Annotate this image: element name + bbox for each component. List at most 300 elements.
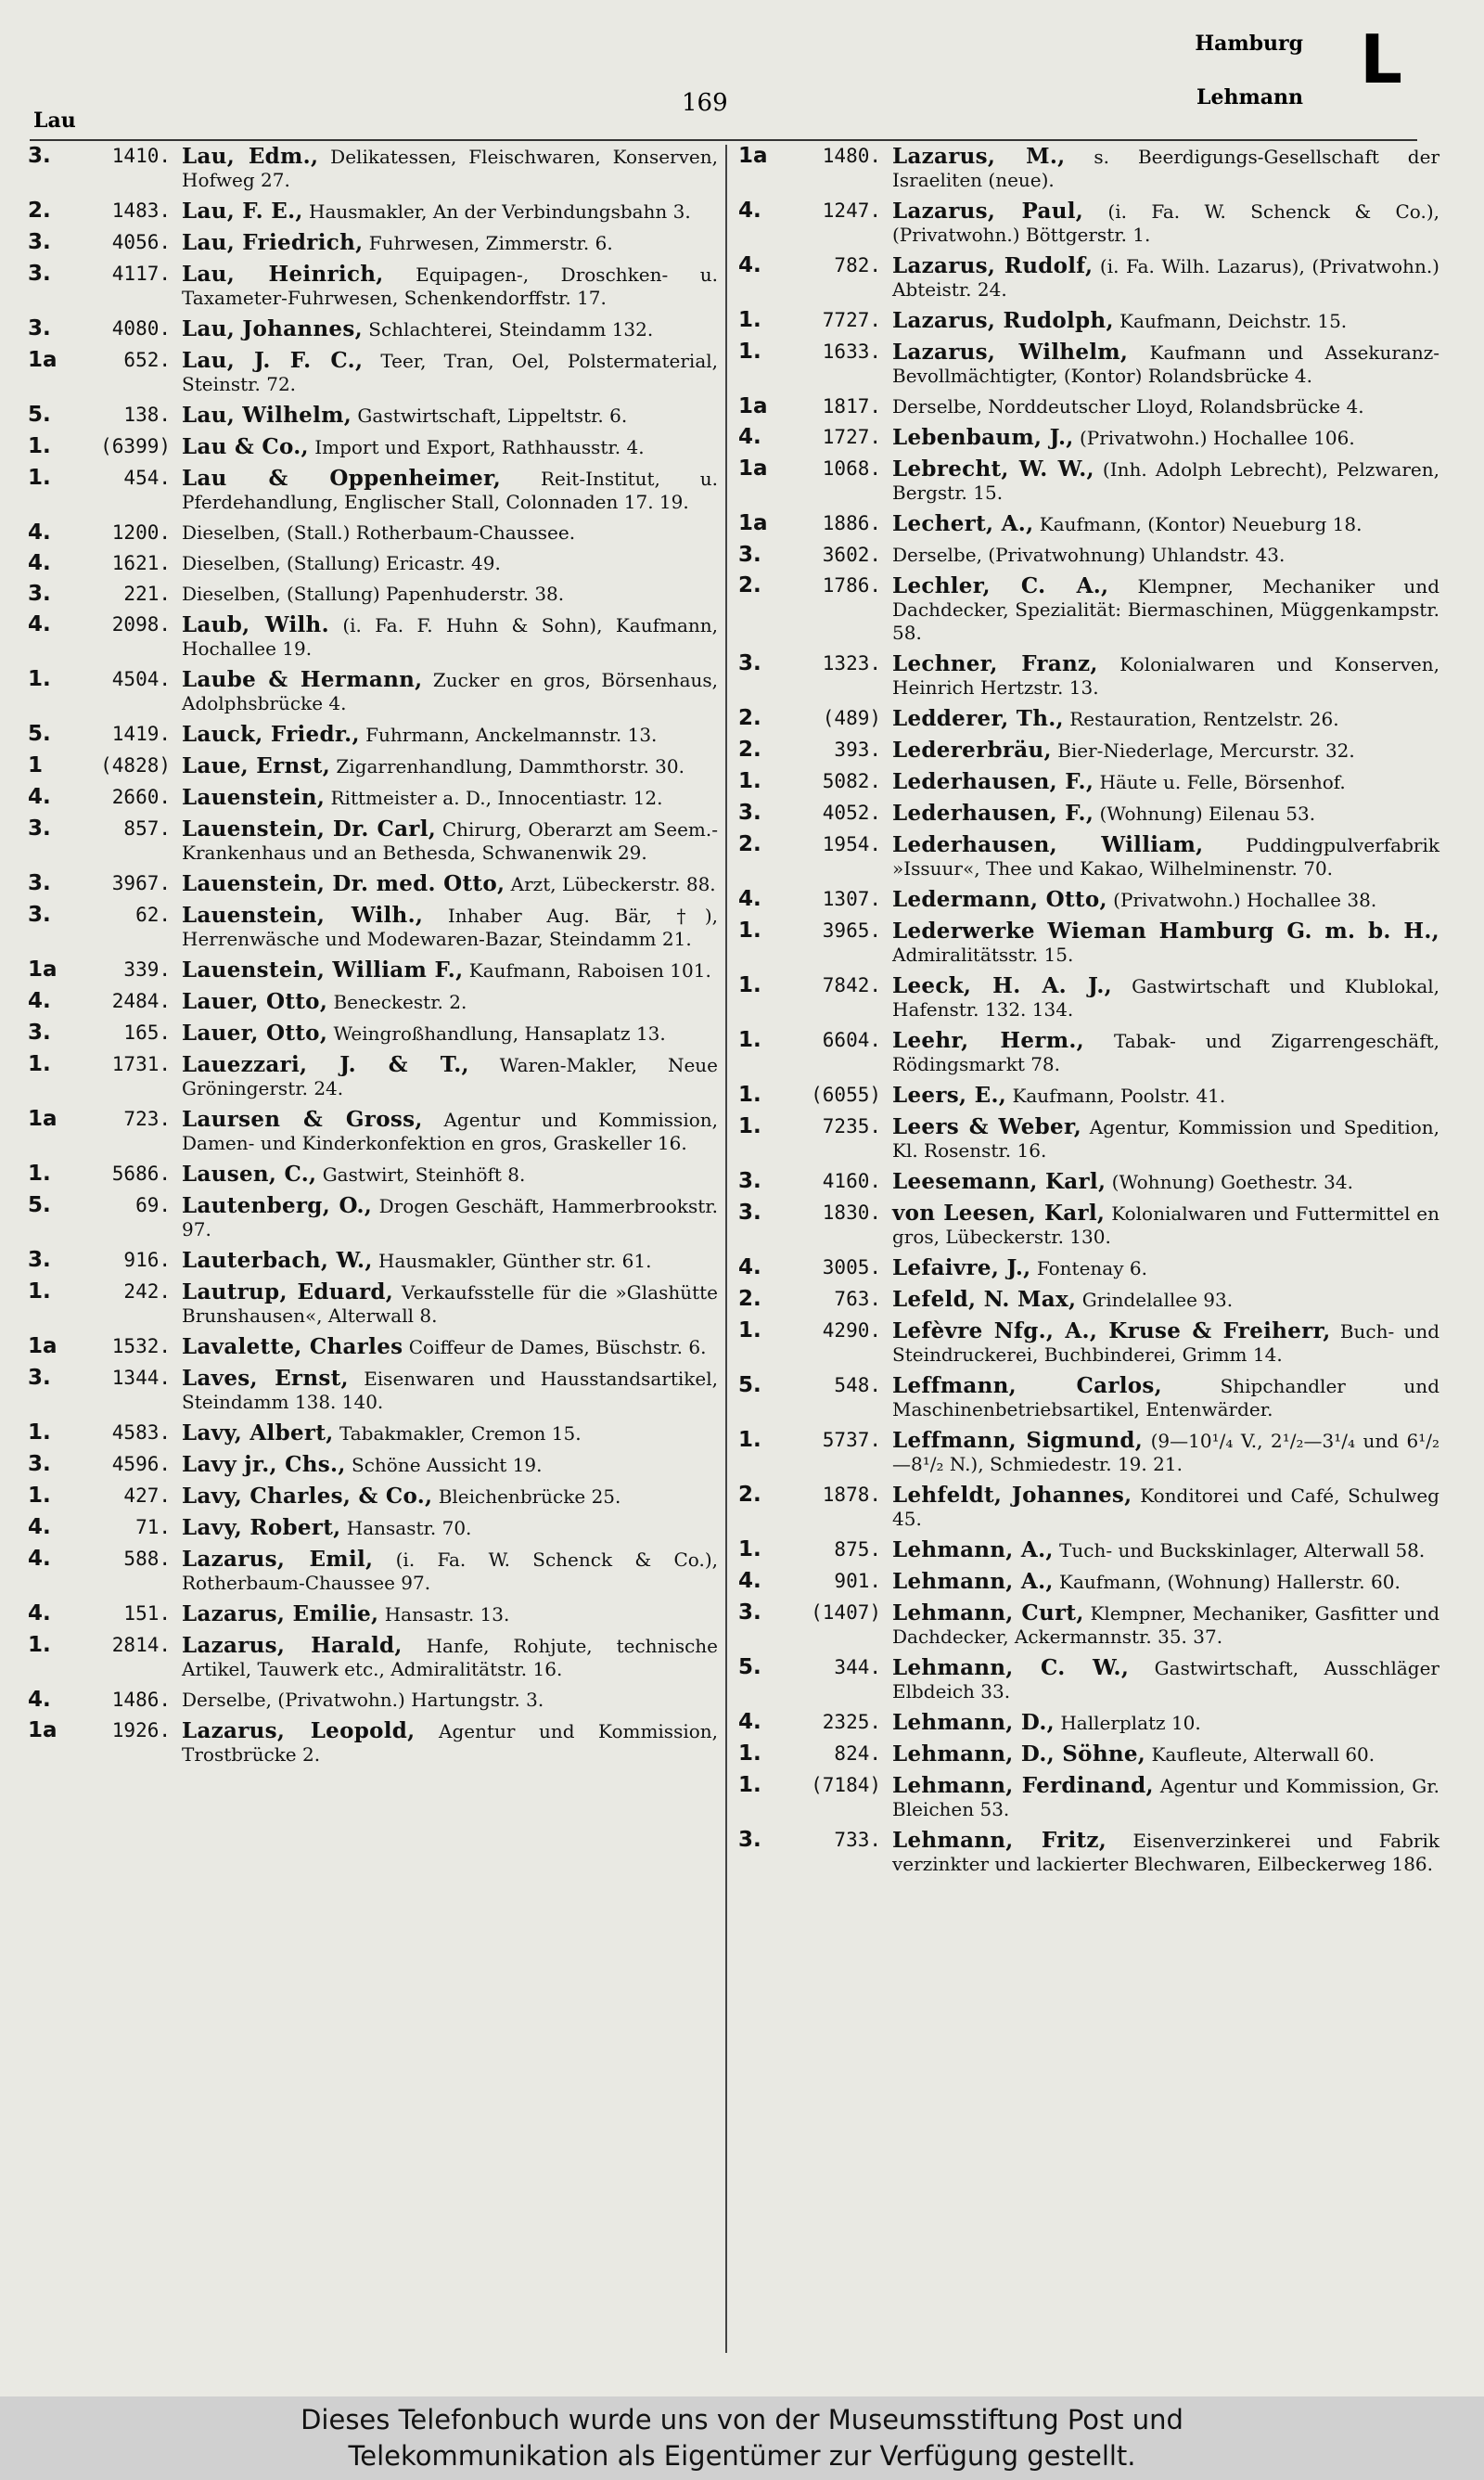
directory-entry [738, 574, 1439, 645]
subscriber-details: (Wohnung) Eilenau 53. [1099, 803, 1316, 825]
entry-text [182, 1453, 718, 1477]
subscriber-name: Lauenstein, William F., [182, 957, 464, 983]
directory-entry [738, 1374, 1439, 1421]
directory-entry [28, 904, 718, 951]
exchange-code: 1. [738, 973, 761, 997]
entry-text [892, 919, 1439, 967]
entry-text [182, 317, 718, 341]
entry-text [182, 1367, 718, 1414]
subscriber-name: Lefaivre, J., [892, 1255, 1031, 1280]
directory-entry [28, 1280, 718, 1328]
directory-entry [738, 707, 1439, 731]
subscriber-name: Lehmann, D., [892, 1710, 1055, 1735]
entry-text [182, 990, 718, 1014]
phone-number: 1878. [822, 1484, 881, 1506]
entry-text [892, 426, 1439, 450]
exchange-code: 4. [738, 253, 761, 277]
subscriber-details: Eisenwaren und Hausstandsartikel, Steindamm 138. 140. [182, 1368, 719, 1413]
directory-entry [738, 652, 1439, 700]
phone-number: 1786. [822, 574, 881, 597]
subscriber-details: Beneckestr. 2. [333, 991, 467, 1013]
phone-number: 1068. [822, 457, 881, 480]
exchange-code: 5. [28, 403, 51, 427]
subscriber-name: Lauenstein, Wilh., [182, 903, 424, 928]
directory-entry [28, 263, 718, 310]
entry-text [892, 1774, 1439, 1821]
exchange-code: 1. [738, 1083, 761, 1107]
subscriber-name: Lauck, Friedr., [182, 722, 360, 747]
subscriber-name: Laursen & Gross, [182, 1107, 423, 1132]
entry-text [892, 512, 1439, 536]
subscriber-details: Dieselben, (Stall.) Rotherbaum-Chaussee. [182, 521, 576, 544]
subscriber-details: Tuch- und Buckskinlager, Alterwall 58. [1059, 1539, 1426, 1561]
phone-number: 1886. [822, 512, 881, 534]
directory-entry [28, 1602, 718, 1626]
exchange-code: 1. [28, 1052, 51, 1076]
subscriber-details: Gastwirtschaft und Klublokal, Hafenstr. 132. 134. [892, 975, 1440, 1021]
phone-number: 782. [834, 254, 881, 276]
subscriber-name: Laue, Ernst, [182, 753, 330, 778]
subscriber-details: Coiffeur de Dames, Büschstr. 6. [408, 1336, 707, 1358]
phone-number: 2098. [111, 613, 171, 636]
archive-notice-line-1: Dieses Telefonbuch wurde uns von der Museumsstiftung Post und [301, 2404, 1183, 2435]
entry-text [182, 521, 718, 545]
subscriber-details: Agentur und Kommission, Damen- und Kinderkonfektion en gros, Graskeller 16. [182, 1109, 718, 1154]
subscriber-details: Eisenverzinkerei und Fabrik verzinkter und lackierter Blechwaren, Eilbeckerweg 186. [892, 1830, 1440, 1875]
exchange-code: 1. [738, 340, 761, 364]
entry-text [892, 309, 1439, 333]
phone-number: 4596. [111, 1453, 171, 1475]
entry-text [182, 552, 718, 575]
subscriber-details: Schöne Aussicht 19. [352, 1454, 543, 1476]
exchange-code: 3. [28, 144, 51, 168]
directory-entry [28, 1516, 718, 1540]
exchange-code: 3. [738, 1169, 761, 1193]
phone-number: 4080. [111, 317, 171, 340]
exchange-code: 1a [28, 1334, 58, 1358]
directory-entry [28, 349, 718, 396]
phone-number: 4056. [111, 231, 171, 253]
exchange-code: 2. [738, 832, 761, 856]
subscriber-name: Lehmann, A., [892, 1569, 1054, 1594]
running-head-left: Lau [33, 109, 76, 133]
subscriber-details: Chirurg, Oberarzt am Seem.-Krankenhaus und an Bethesda, Schwanenwik 29. [182, 818, 719, 864]
entry-text [182, 435, 718, 459]
header-rule [30, 139, 1417, 141]
subscriber-name: Ledererbräu, [892, 738, 1052, 763]
subscriber-details: Verkaufsstelle für die »Glashütte Brunshausen«, Alterwall 8. [182, 1281, 719, 1327]
exchange-code: 1. [28, 667, 51, 691]
directory-entry [738, 802, 1439, 826]
entry-text [892, 1029, 1439, 1076]
phone-number: 1621. [111, 552, 171, 574]
subscriber-name: Lederwerke Wieman Hamburg G. m. b. H., [892, 919, 1439, 944]
subscriber-details: Delikatessen, Fleischwaren, Konserven, Hofweg 27. [182, 146, 718, 191]
phone-number: 1926. [111, 1719, 171, 1741]
exchange-code: 1a [28, 1718, 58, 1742]
directory-entry [738, 1829, 1439, 1876]
subscriber-details: Häute u. Felle, Börsenhof. [1099, 771, 1346, 793]
subscriber-name: Lazarus, Rudolph, [892, 308, 1114, 333]
directory-entry [738, 1201, 1439, 1249]
subscriber-details: (Wohnung) Goethestr. 34. [1111, 1171, 1353, 1193]
subscriber-name: Lazarus, Wilhelm, [892, 340, 1129, 365]
directory-entry [28, 1421, 718, 1446]
subscriber-name: Lauezzari, J. & T., [182, 1052, 469, 1077]
phone-number: (7184) [811, 1774, 881, 1796]
column-divider [725, 145, 727, 2353]
subscriber-details: (Privatwohn.) Hochallee 106. [1079, 427, 1355, 449]
subscriber-details: Hallerplatz 10. [1060, 1712, 1201, 1734]
entry-text [892, 802, 1439, 826]
exchange-code: 1a [738, 394, 768, 418]
exchange-code: 3. [28, 262, 51, 286]
phone-number: 3005. [822, 1256, 881, 1279]
phone-number: 1247. [822, 199, 881, 222]
directory-entry [28, 1484, 718, 1509]
subscriber-details: Zucker en gros, Börsenhaus, Adolphsbrücke 4. [182, 669, 718, 714]
entry-text [182, 1280, 718, 1328]
subscriber-name: Lazarus, Harald, [182, 1633, 403, 1658]
phone-number: 1307. [822, 888, 881, 910]
phone-number: 916. [123, 1249, 171, 1271]
phone-number: 5737. [822, 1429, 881, 1451]
entry-text [182, 1421, 718, 1446]
exchange-code: 3. [28, 230, 51, 254]
exchange-code: 3. [28, 1021, 51, 1045]
subscriber-name: Lebenbaum, J., [892, 425, 1074, 450]
subscriber-details: Waren-Makler, Neue Gröningerstr. 24. [182, 1054, 718, 1099]
exchange-code: 1a [28, 957, 58, 982]
exchange-code: 1. [28, 1633, 51, 1657]
subscriber-name: Lehmann, C. W., [892, 1655, 1130, 1680]
directory-entry [738, 1656, 1439, 1703]
directory-entry [738, 199, 1439, 247]
subscriber-name: Lavy, Charles, & Co., [182, 1484, 433, 1509]
directory-entry [738, 1429, 1439, 1476]
directory-entry [28, 786, 718, 810]
subscriber-name: Lautenberg, O., [182, 1193, 373, 1218]
exchange-code: 1. [28, 1420, 51, 1445]
directory-entry [738, 919, 1439, 967]
entry-text [182, 1602, 718, 1626]
subscriber-name: Lazarus, Leopold, [182, 1718, 416, 1743]
exchange-code: 4. [738, 199, 761, 223]
subscriber-name: Lazarus, Emil, [182, 1547, 374, 1572]
directory-entry [28, 668, 718, 715]
exchange-code: 1a [738, 144, 768, 168]
subscriber-details: Weingroßhandlung, Hansaplatz 13. [333, 1022, 666, 1045]
phone-number: 723. [123, 1108, 171, 1130]
phone-number: 1830. [822, 1201, 881, 1224]
phone-number: 1817. [822, 395, 881, 418]
directory-entry [738, 309, 1439, 333]
subscriber-name: Lauterbach, W., [182, 1248, 373, 1273]
subscriber-details: Import und Export, Rathhausstr. 4. [314, 436, 645, 458]
exchange-code: 4. [738, 1255, 761, 1279]
subscriber-details: s. Beerdigungs-Gesellschaft der Israeliten (neue). [892, 146, 1439, 191]
subscriber-details: Gastwirt, Steinhöft 8. [322, 1163, 526, 1186]
directory-entry [738, 1538, 1439, 1562]
subscriber-name: Lavy jr., Chs., [182, 1452, 346, 1477]
exchange-code: 3. [28, 1248, 51, 1272]
directory-entry [28, 583, 718, 606]
subscriber-details: Agentur und Kommission, Gr. Bleichen 53. [892, 1775, 1439, 1820]
subscriber-name: Leffmann, Carlos, [892, 1373, 1162, 1398]
entry-text [182, 1108, 718, 1155]
subscriber-name: Lau, Johannes, [182, 316, 363, 341]
subscriber-details: Tabakmakler, Cremon 15. [339, 1422, 582, 1445]
exchange-code: 2. [28, 199, 51, 223]
phone-number: 339. [123, 958, 171, 981]
directory-entry [28, 1194, 718, 1241]
entry-text [182, 263, 718, 310]
directory-entry [28, 1367, 718, 1414]
phone-number: 1486. [111, 1689, 171, 1711]
entry-text [892, 341, 1439, 388]
directory-entry [738, 512, 1439, 536]
exchange-code: 3. [738, 543, 761, 567]
subscriber-name: Leeck, H. A. J., [892, 973, 1112, 998]
phone-number: 763. [834, 1288, 881, 1310]
entry-text [182, 1484, 718, 1509]
subscriber-name: Lebrecht, W. W., [892, 456, 1094, 482]
directory-entry [738, 1115, 1439, 1163]
entry-text [182, 723, 718, 747]
exchange-code: 1. [738, 1114, 761, 1138]
subscriber-name: Lausen, C., [182, 1162, 317, 1187]
directory-entry [28, 231, 718, 255]
directory-entry [28, 1548, 718, 1595]
entry-text [182, 817, 718, 865]
exchange-code: 1a [738, 511, 768, 535]
directory-entry [28, 467, 718, 514]
directory-entry [28, 199, 718, 224]
running-head-city: Hamburg [1195, 32, 1303, 56]
directory-entry [738, 1601, 1439, 1649]
exchange-code: 3. [28, 316, 51, 341]
exchange-code: 4. [28, 1601, 51, 1625]
subscriber-details: Kaufmann, (Kontor) Neueburg 18. [1039, 513, 1362, 535]
directory-entry [738, 974, 1439, 1022]
subscriber-name: Lechner, Franz, [892, 651, 1098, 676]
subscriber-details: Kaufmann, (Wohnung) Hallerstr. 60. [1059, 1571, 1401, 1593]
entry-text [182, 349, 718, 396]
directory-entry [28, 404, 718, 428]
left-column [28, 145, 718, 1774]
subscriber-details: Bier-Niederlage, Mercurstr. 32. [1057, 739, 1355, 762]
subscriber-details: Agentur, Kommission und Spedition, Kl. Rosenstr. 16. [892, 1116, 1439, 1162]
subscriber-name: Lederhausen, F., [892, 801, 1094, 826]
entry-text [182, 1022, 718, 1046]
directory-entry [738, 254, 1439, 302]
directory-entry [738, 888, 1439, 912]
subscriber-name: Lehmann, A., [892, 1537, 1054, 1562]
exchange-code: 2. [738, 573, 761, 598]
entry-text [892, 145, 1439, 192]
directory-entry [738, 426, 1439, 450]
subscriber-name: Lechler, C. A., [892, 573, 1109, 598]
subscriber-details: Grindelallee 93. [1081, 1289, 1234, 1311]
directory-entry [738, 1742, 1439, 1767]
entry-text [892, 1538, 1439, 1562]
subscriber-name: Lederhausen, William, [892, 832, 1204, 857]
entry-text [182, 872, 718, 896]
exchange-code: 1. [28, 1279, 51, 1304]
subscriber-details: (i. Fa. W. Schenck & Co.), (Privatwohn.) Böttgerstr. 1. [892, 200, 1440, 246]
phone-number: 69. [135, 1194, 171, 1216]
phone-number: 1200. [111, 521, 171, 544]
subscriber-details: (Inh. Adolph Lebrecht), Pelzwaren, Bergstr. 15. [892, 458, 1440, 504]
subscriber-details: Shipchandler und Maschinenbetriebsartikel, Entenwärder. [892, 1375, 1439, 1420]
directory-entry [28, 435, 718, 459]
right-column [738, 145, 1439, 1883]
subscriber-details: (i. Fa. F. Huhn & Sohn), Kaufmann, Hochallee 19. [182, 614, 719, 660]
directory-entry [28, 958, 718, 983]
entry-text [892, 1829, 1439, 1876]
directory-entry [28, 613, 718, 661]
entry-text [182, 958, 718, 983]
entry-text [892, 1601, 1439, 1649]
subscriber-name: Lau, J. F. C., [182, 348, 364, 373]
subscriber-name: Lederhausen, F., [892, 769, 1094, 794]
exchange-code: 4. [28, 612, 51, 636]
subscriber-name: Ledderer, Th., [892, 706, 1064, 731]
subscriber-name: Lazarus, Rudolf, [892, 253, 1094, 278]
exchange-code: 3. [738, 1828, 761, 1852]
subscriber-details: (Privatwohn.) Hochallee 38. [1113, 889, 1377, 911]
entry-text [892, 254, 1439, 302]
phone-number: 1731. [111, 1053, 171, 1075]
directory-entry [738, 1170, 1439, 1194]
directory-entry [28, 1719, 718, 1767]
exchange-code: 1. [738, 919, 761, 943]
exchange-code: 1. [28, 1484, 51, 1508]
exchange-code: 1. [738, 1741, 761, 1766]
phone-number: 71. [135, 1516, 171, 1538]
entry-text [892, 1742, 1439, 1767]
exchange-code: 3. [738, 1600, 761, 1625]
phone-number: 901. [834, 1570, 881, 1592]
exchange-code: 4. [28, 785, 51, 809]
subscriber-name: Lehmann, Fritz, [892, 1828, 1107, 1853]
entry-text [892, 457, 1439, 505]
subscriber-name: Lau, Heinrich, [182, 262, 384, 287]
phone-number: 1323. [822, 652, 881, 675]
exchange-code: 3. [28, 816, 51, 841]
directory-entry [28, 1634, 718, 1681]
entry-text [182, 786, 718, 810]
subscriber-name: Lauenstein, Dr. med. Otto, [182, 871, 505, 896]
phone-number: 427. [123, 1484, 171, 1507]
entry-text [892, 544, 1439, 567]
phone-number: (489) [822, 707, 881, 729]
phone-number: 7235. [822, 1115, 881, 1137]
directory-entry [28, 990, 718, 1014]
archive-notice-line-2: Telekommunikation als Eigentümer zur Verfügung gestellt. [348, 2440, 1136, 2472]
subscriber-details: Tabak- und Zigarrengeschäft, Rödingsmarkt 78. [892, 1030, 1440, 1075]
subscriber-details: Teer, Tran, Oel, Polstermaterial, Steinstr. 72. [182, 350, 718, 395]
archive-notice [0, 2396, 1484, 2480]
entry-text [182, 1719, 718, 1767]
subscriber-name: Lavy, Robert, [182, 1515, 341, 1540]
directory-entry [28, 872, 718, 896]
subscriber-name: Lautrup, Eduard, [182, 1279, 394, 1304]
phone-number: 4583. [111, 1421, 171, 1444]
subscriber-name: Lau, F. E., [182, 199, 303, 224]
entry-text [182, 1516, 718, 1540]
entry-text [892, 833, 1439, 880]
subscriber-name: Lau & Co., [182, 434, 309, 459]
subscriber-details: Fuhrmann, Anckelmannstr. 13. [365, 724, 658, 746]
subscriber-details: (i. Fa. W. Schenck & Co.), Rotherbaum-Chaussee 97. [182, 1548, 718, 1594]
subscriber-name: Lauer, Otto, [182, 989, 328, 1014]
subscriber-name: Laube & Hermann, [182, 667, 423, 692]
exchange-code: 5. [28, 1193, 51, 1217]
subscriber-details: Fuhrwesen, Zimmerstr. 6. [368, 232, 613, 254]
exchange-code: 4. [738, 1710, 761, 1734]
subscriber-details: Dieselben, (Stallung) Ericastr. 49. [182, 552, 501, 574]
subscriber-details: Klempner, Mechaniker, Gasfitter und Dachdecker, Ackermannstr. 35. 37. [892, 1602, 1440, 1648]
exchange-code: 3. [28, 871, 51, 895]
subscriber-details: Derselbe, (Privatwohn.) Hartungstr. 3. [182, 1689, 544, 1711]
exchange-code: 4. [28, 1688, 51, 1712]
exchange-code: 4. [738, 1569, 761, 1593]
section-letter: L [1360, 20, 1402, 98]
subscriber-details: Puddingpulverfabrik »Issuur«, Thee und Kakao, Wilhelminenstr. 70. [892, 834, 1439, 880]
exchange-code: 5. [738, 1655, 761, 1679]
phone-number: 344. [834, 1656, 881, 1678]
subscriber-name: Leehr, Herm., [892, 1028, 1084, 1053]
entry-text [892, 1374, 1439, 1421]
subscriber-name: Ledermann, Otto, [892, 887, 1107, 912]
subscriber-name: Lazarus, Paul, [892, 199, 1084, 224]
entry-text [182, 1053, 718, 1100]
subscriber-name: Leers & Weber, [892, 1114, 1081, 1139]
phone-number: 1483. [111, 199, 171, 222]
subscriber-details: Kaufmann, Raboisen 101. [468, 959, 711, 982]
subscriber-details: Rittmeister a. D., Innocentiastr. 12. [330, 787, 663, 809]
subscriber-details: Kolonialwaren und Futtermittel en gros, Lübeckerstr. 130. [892, 1202, 1439, 1248]
entry-text [182, 1163, 718, 1187]
entry-text [182, 199, 718, 224]
phone-number: 4290. [822, 1319, 881, 1342]
running-head-range-end: Lehmann [1196, 85, 1303, 109]
directory-entry [28, 1453, 718, 1477]
entry-text [182, 754, 718, 778]
subscriber-details: Hansastr. 13. [384, 1603, 510, 1625]
directory-entry [28, 723, 718, 747]
directory-entry [738, 544, 1439, 567]
exchange-code: 5. [28, 722, 51, 746]
phone-number: 1480. [822, 145, 881, 167]
entry-text [892, 707, 1439, 731]
subscriber-details: Arzt, Lübeckerstr. 88. [510, 873, 716, 895]
subscriber-name: Lau & Oppenheimer, [182, 466, 502, 491]
subscriber-details: Kolonialwaren und Konserven, Heinrich Hertzstr. 13. [892, 653, 1439, 699]
phone-number: 393. [834, 739, 881, 761]
phone-number: 5082. [822, 770, 881, 792]
phone-number: 4504. [111, 668, 171, 690]
directory-entry [738, 395, 1439, 418]
directory-entry [28, 1689, 718, 1712]
subscriber-name: Lauenstein, Dr. Carl, [182, 816, 437, 842]
subscriber-name: Lau, Wilhelm, [182, 403, 352, 428]
exchange-code: 4. [28, 1515, 51, 1539]
subscriber-name: Lechert, A., [892, 511, 1034, 536]
entry-text [892, 1570, 1439, 1594]
phone-number: 1532. [111, 1335, 171, 1357]
